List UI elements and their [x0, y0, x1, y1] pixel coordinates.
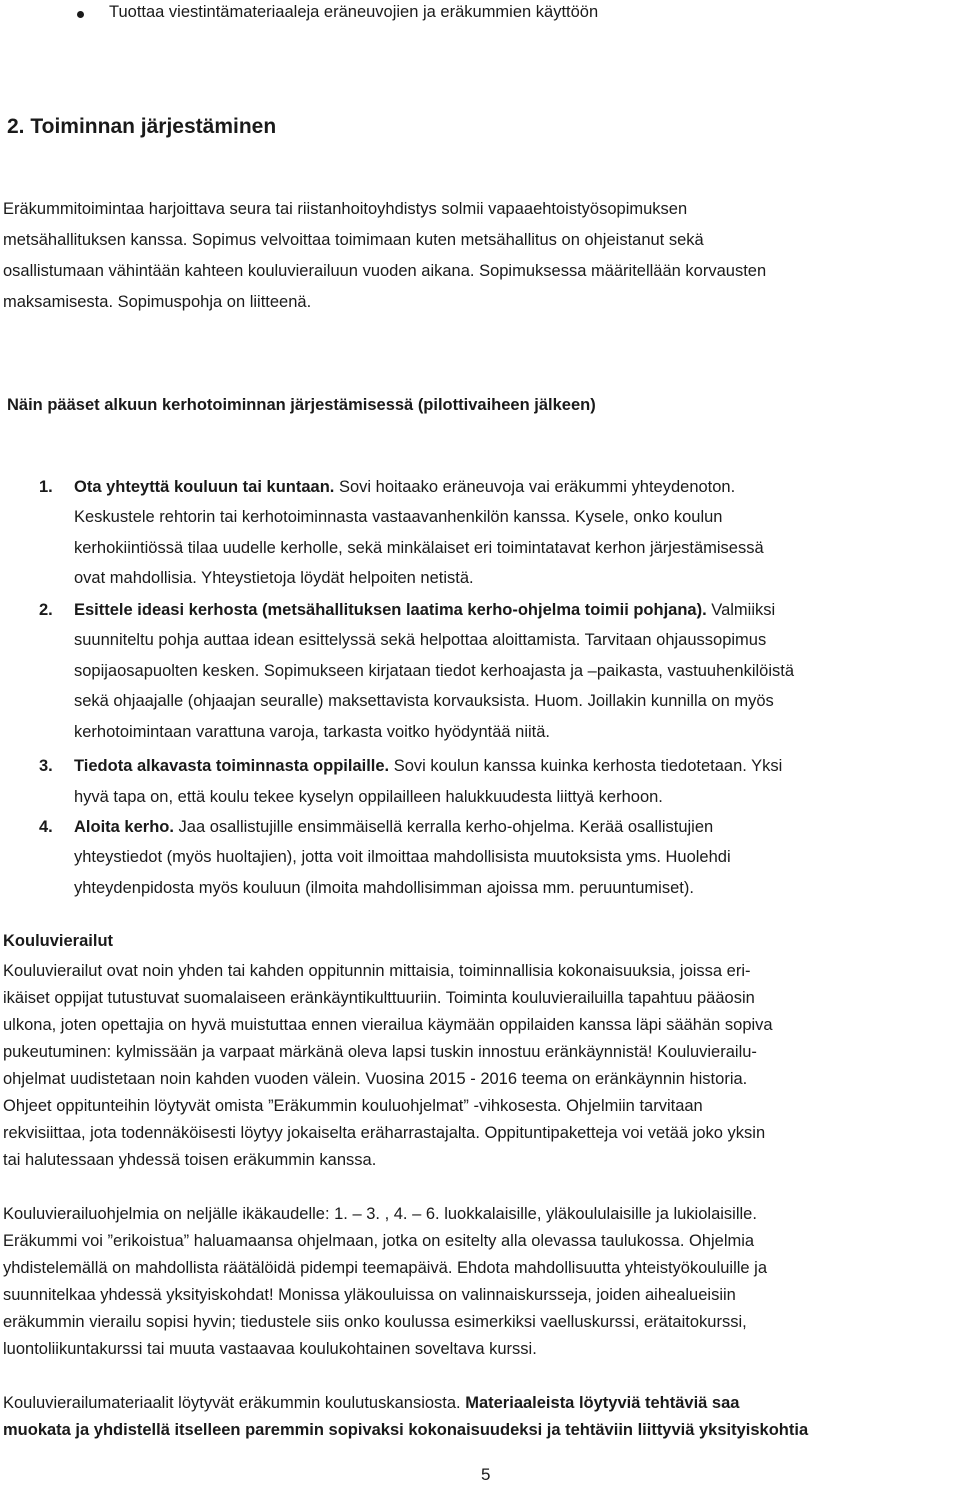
paragraph-line: Kouluvierailut ovat noin yhden tai kahden oppitunnin mittaisia, toiminnallisia kokonaisuuksia, joissa eri-: [3, 962, 751, 980]
paragraph-line: luontoliikuntakurssi tai muuta vastaavaa koulukohtainen soveltava kurssi.: [3, 1340, 537, 1358]
paragraph-line: eräkummin vierailu sopisi hyvin; tiedustele siis onko koulussa esimerkiksi vaelluskurssi, erätaitokurssi,: [3, 1313, 747, 1331]
step-line: Keskustele rehtorin tai kerhotoiminnasta vastaavanhenkilön kanssa. Kysele, onko koulun: [74, 508, 723, 526]
paragraph-line: pukeutuminen: kylmissään ja varpaat märkänä oleva lapsi tuskin innostuu eränkäynnistä! Kouluvierailu-: [3, 1043, 757, 1061]
step-number: 1.: [39, 478, 53, 496]
paragraph-line: Eräkummitoimintaa harjoittava seura tai riistanhoitoyhdistys solmii vapaaehtoistyösopimuksen: [3, 200, 688, 218]
step-first-line: [74, 477, 735, 497]
step-line: kerhotoimintaan varattuna varoja, tarkasta voitko hyödyntää niitä.: [74, 723, 551, 741]
paragraph-line: ulkona, joten opettajia on hyvä muistuttaa ennen vierailua käymään oppilaiden kanssa läpi säähän sopiva: [3, 1016, 773, 1034]
step-number: 4.: [39, 818, 53, 836]
step-text: Jaa osallistujille ensimmäisellä kerralla kerho-ohjelma. Kerää osallistujien: [173, 818, 714, 836]
step-first-line: [74, 817, 713, 837]
paragraph-line: metsähallituksen kanssa. Sopimus velvoittaa toimimaan kuten metsähallitus on ohjeistanut sekä: [3, 231, 704, 249]
paragraph-line: suunnitelkaa yhdessä yksityiskohdat! Monissa yläkouluissa on valinnaiskursseja, joiden aihealueisiin: [3, 1286, 736, 1304]
paragraph-line: Eräkummi voi ”erikoistua” haluamaansa ohjelmaan, jotka on esitelty alla olevassa taulukossa. Ohjelmia: [3, 1232, 755, 1250]
paragraph-line: maksamisesta. Sopimuspohja on liitteenä.: [3, 293, 312, 311]
step-line: sopijaosapuolten kesken. Sopimukseen kirjataan tiedot kerhoajasta ja –paikasta, vastuuhenkilöistä: [74, 662, 795, 680]
step-text: Sovi koulun kanssa kuinka kerhosta tiedotetaan. Yksi: [389, 757, 783, 775]
paragraph-bold-text: Materiaaleista löytyviä tehtäviä saa: [465, 1394, 740, 1412]
step-first-line: [74, 600, 775, 620]
kouluvierailut-heading: Kouluvierailut: [3, 932, 114, 950]
section-heading: 2. Toiminnan järjestäminen: [7, 115, 277, 138]
step-title: Esittele ideasi kerhosta (metsähallituksen laatima kerho-ohjelma toimii pohjana).: [74, 601, 707, 619]
paragraph-line: Ohjeet oppitunteihin löytyvät omista ”Eräkummin kouluohjelmat” -vihkosesta. Ohjelmiin tarvitaan: [3, 1097, 703, 1115]
step-text: Sovi hoitaako eräneuvoja vai eräkummi yhteydenoton.: [334, 478, 736, 496]
paragraph-line: ikäiset oppijat tutustuvat suomalaiseen eränkäyntikulttuuriin. Toiminta kouluvierailuilla tapahtuu pääosin: [3, 989, 755, 1007]
paragraph-bold-line: muokata ja yhdistellä itselleen paremmin sopivaksi kokonaisuudeksi ja tehtäviin liittyviä yksityiskohtia: [3, 1421, 809, 1439]
step-line: kerhokiintiössä tilaa uudelle kerholle, sekä minkälaiset eri toimintatavat kerhon järjestämisessä: [74, 539, 764, 557]
paragraph-text: Kouluvierailumateriaalit löytyvät eräkummin koulutuskansiosta.: [3, 1394, 466, 1412]
paragraph-line: tai halutessaan yhdessä toisen eräkummin kanssa.: [3, 1151, 377, 1169]
paragraph-line: osallistumaan vähintään kahteen kouluvierailuun vuoden aikana. Sopimuksessa määritellään korvausten: [3, 262, 767, 280]
paragraph-line: [3, 1393, 739, 1413]
bullet-text: Tuottaa viestintämateriaaleja eräneuvojien ja eräkummien käyttöön: [109, 3, 599, 21]
paragraph-line: Kouluvierailuohjelmia on neljälle ikäkaudelle: 1. – 3. , 4. – 6. luokkalaisille, yläkoululaisille ja lukiolaisille.: [3, 1205, 757, 1223]
step-line: yhteydenpidosta myös kouluun (ilmoita mahdollisimman ajoissa mm. peruuntumiset).: [74, 879, 694, 897]
step-title: Ota yhteyttä kouluun tai kuntaan.: [74, 478, 335, 496]
steps-heading: Näin pääset alkuun kerhotoiminnan järjestämisessä (pilottivaiheen jälkeen): [7, 396, 596, 414]
bullet-dot: [77, 11, 84, 18]
paragraph-line: rekvisiittaa, jota todennäköisesti löytyy jokaiselta eräharrastajalta. Oppituntipaketteja voi vetää joko yksin: [3, 1124, 766, 1142]
step-first-line: [74, 756, 782, 776]
step-text: Valmiiksi: [706, 601, 776, 619]
page-number: 5: [481, 1465, 491, 1484]
step-title: Aloita kerho.: [74, 818, 174, 836]
step-line: hyvä tapa on, että koulu tekee kyselyn oppilailleen halukkuudesta liittyä kerhoon.: [74, 788, 663, 806]
step-number: 2.: [39, 601, 53, 619]
step-number: 3.: [39, 757, 53, 775]
step-line: yhteystiedot (myös huoltajien), jotta voit ilmoittaa mahdollisista muutoksista yms. Huolehdi: [74, 848, 731, 866]
step-line: suunniteltu pohja auttaa idean esittelyssä sekä helpottaa aloittamista. Tarvitaan ohjaussopimus: [74, 631, 767, 649]
bullet-item: [0, 2, 960, 24]
step-line: ovat mahdollisia. Yhteystietoja löydät helpoiten netistä.: [74, 569, 474, 587]
step-title: Tiedota alkavasta toiminnasta oppilaille.: [74, 757, 390, 775]
paragraph-line: ohjelmat uudistetaan noin kahden vuoden välein. Vuosina 2015 - 2016 teema on eränkäynnin historia.: [3, 1070, 748, 1088]
paragraph-line: yhdistelemällä on mahdollista räätälöidä pidempi teemapäivä. Ehdota mahdollisuutta yhteistyökouluille ja: [3, 1259, 768, 1277]
step-line: sekä ohjaajalle (ohjaajan seuralle) maksettavista korvauksista. Huom. Joillakin kunnilla on myös: [74, 692, 774, 710]
